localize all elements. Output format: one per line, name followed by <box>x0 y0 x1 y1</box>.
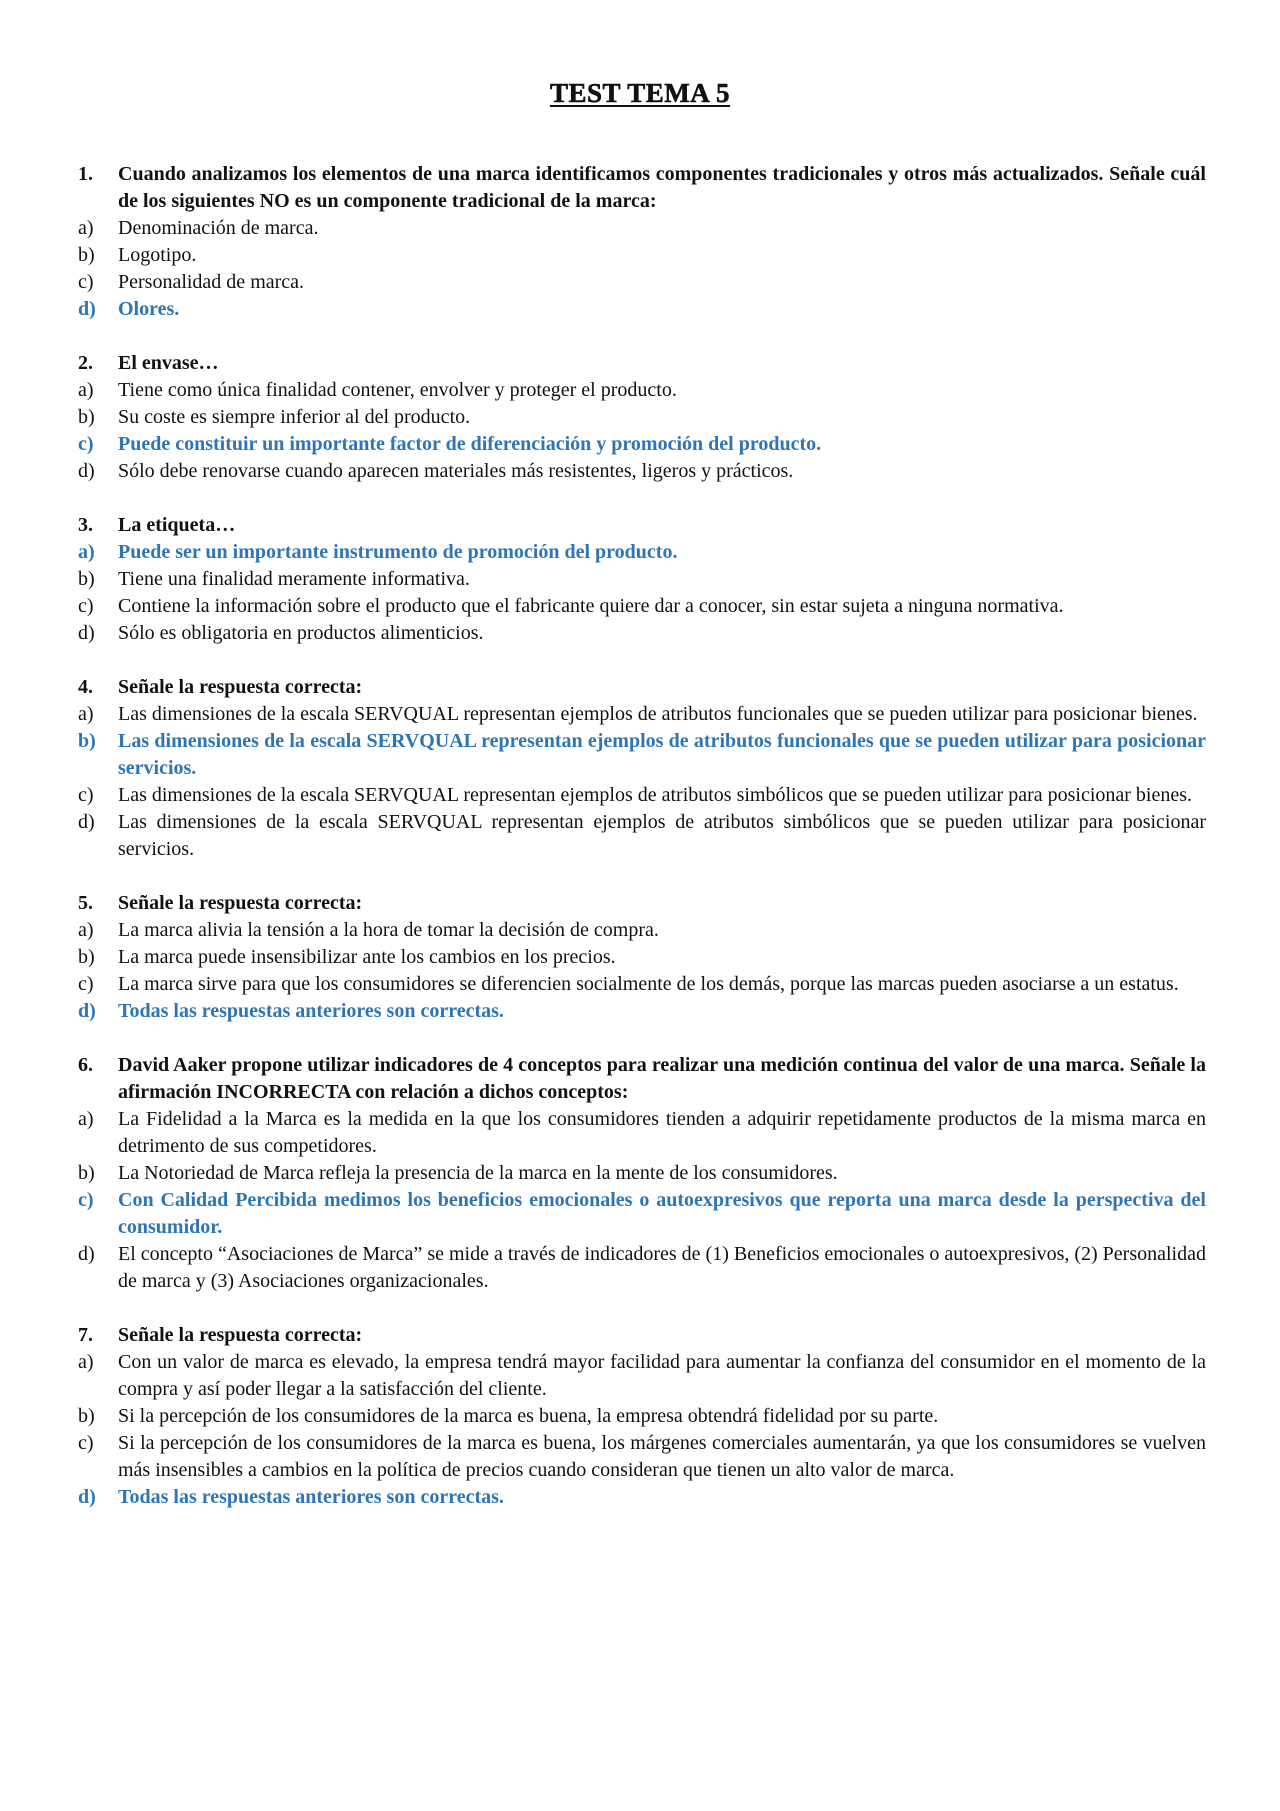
correct-answer-option <box>78 728 1206 782</box>
question-block <box>78 1052 1206 1295</box>
option-text: Su coste es siempre inferior al del producto. <box>118 406 471 428</box>
answer-option <box>78 620 1206 647</box>
question-list <box>78 161 1206 1538</box>
question-header <box>78 350 1206 377</box>
question-number: 1. <box>78 163 93 185</box>
question-header <box>78 161 1206 215</box>
option-letter: c) <box>78 1432 94 1454</box>
answer-option <box>78 1403 1206 1430</box>
option-letter: b) <box>78 1162 95 1184</box>
question-text: Señale la respuesta correcta: <box>118 1324 363 1346</box>
answer-option <box>78 1430 1206 1484</box>
option-letter: d) <box>78 1486 96 1508</box>
option-text: Con Calidad Percibida medimos los beneficios emocionales o autoexpresivos que reporta una marca desde la perspectiva del consumidor. <box>118 1189 1206 1238</box>
answer-option <box>78 944 1206 971</box>
option-letter: b) <box>78 946 95 968</box>
question-block <box>78 890 1206 1025</box>
question-header <box>78 1052 1206 1106</box>
option-text: Olores. <box>118 298 180 320</box>
option-text: Todas las respuestas anteriores son correctas. <box>118 1000 504 1022</box>
option-letter: d) <box>78 622 95 644</box>
option-letter: d) <box>78 460 95 482</box>
option-text: Si la percepción de los consumidores de la marca es buena, los márgenes comerciales aumentarán, ya que los consumidores se vuelven más insensibles a cambios en la política de precios cuando consideran que tienen un alto valor de marca. <box>118 1432 1206 1481</box>
question-text: El envase… <box>118 352 219 374</box>
page-title: TEST TEMA 5 <box>549 78 731 108</box>
option-letter: d) <box>78 811 95 833</box>
option-letter: a) <box>78 703 94 725</box>
option-letter: a) <box>78 379 94 401</box>
correct-answer-option <box>78 296 1206 323</box>
option-text: Las dimensiones de la escala SERVQUAL representan ejemplos de atributos funcionales que se pueden utilizar para posicionar bienes. <box>118 703 1198 725</box>
option-letter: d) <box>78 1243 95 1265</box>
question-number: 7. <box>78 1324 93 1346</box>
option-text: Todas las respuestas anteriores son correctas. <box>118 1486 504 1508</box>
correct-answer-option <box>78 1484 1206 1511</box>
question-header <box>78 674 1206 701</box>
question-block <box>78 1322 1206 1511</box>
question-block <box>78 161 1206 323</box>
option-text: Puede ser un importante instrumento de promoción del producto. <box>118 541 678 563</box>
answer-option <box>78 215 1206 242</box>
option-text: La marca sirve para que los consumidores se diferencien socialmente de los demás, porque las marcas pueden asociarse a un estatus. <box>118 973 1179 995</box>
option-letter: a) <box>78 1351 94 1373</box>
option-letter: a) <box>78 541 95 563</box>
option-text: Con un valor de marca es elevado, la empresa tendrá mayor facilidad para aumentar la confianza del consumidor en el momento de la compra y así poder llegar a la satisfacción del cliente. <box>118 1351 1206 1400</box>
option-letter: c) <box>78 595 94 617</box>
answer-option <box>78 566 1206 593</box>
option-letter: c) <box>78 433 94 455</box>
option-letter: a) <box>78 217 94 239</box>
option-text: La Fidelidad a la Marca es la medida en la que los consumidores tienden a adquirir repetidamente productos de la misma marca en detrimento de sus competidores. <box>118 1108 1206 1157</box>
question-block <box>78 674 1206 863</box>
option-letter: c) <box>78 271 94 293</box>
answer-option <box>78 782 1206 809</box>
question-number: 5. <box>78 892 93 914</box>
correct-answer-option <box>78 998 1206 1025</box>
correct-answer-option <box>78 431 1206 458</box>
question-text: Cuando analizamos los elementos de una marca identificamos componentes tradicionales y otros más actualizados. Señale cuál de los siguientes NO es un componente tradicional de la marca: <box>118 163 1206 212</box>
question-number: 3. <box>78 514 93 536</box>
option-letter: d) <box>78 298 96 320</box>
option-text: Personalidad de marca. <box>118 271 305 293</box>
correct-answer-option <box>78 1187 1206 1241</box>
option-text: La Notoriedad de Marca refleja la presencia de la marca en la mente de los consumidores. <box>118 1162 838 1184</box>
answer-option <box>78 458 1206 485</box>
option-text: Las dimensiones de la escala SERVQUAL representan ejemplos de atributos simbólicos que se pueden utilizar para posicionar servicios. <box>118 811 1206 860</box>
option-letter: b) <box>78 568 95 590</box>
question-block <box>78 512 1206 647</box>
answer-option <box>78 242 1206 269</box>
option-text: Las dimensiones de la escala SERVQUAL representan ejemplos de atributos simbólicos que se pueden utilizar para posicionar bienes. <box>118 784 1193 806</box>
answer-option <box>78 1241 1206 1295</box>
option-letter: b) <box>78 1405 95 1427</box>
question-text: David Aaker propone utilizar indicadores de 4 conceptos para realizar una medición continua del valor de una marca. Señale la afirmación INCORRECTA con relación a dichos conceptos: <box>118 1054 1206 1103</box>
question-header <box>78 512 1206 539</box>
option-text: Puede constituir un importante factor de diferenciación y promoción del producto. <box>118 433 822 455</box>
question-text: Señale la respuesta correcta: <box>118 676 363 698</box>
answer-option <box>78 917 1206 944</box>
option-text: Denominación de marca. <box>118 217 319 239</box>
question-block <box>78 350 1206 485</box>
option-letter: b) <box>78 406 95 428</box>
option-text: La marca puede insensibilizar ante los cambios en los precios. <box>118 946 616 968</box>
answer-option <box>78 377 1206 404</box>
question-header <box>78 1322 1206 1349</box>
option-text: Tiene una finalidad meramente informativa. <box>118 568 470 590</box>
option-text: Contiene la información sobre el producto que el fabricante quiere dar a conocer, sin estar sujeta a ninguna normativa. <box>118 595 1064 617</box>
option-text: Logotipo. <box>118 244 197 266</box>
option-letter: c) <box>78 973 94 995</box>
answer-option <box>78 701 1206 728</box>
option-letter: a) <box>78 919 94 941</box>
correct-answer-option <box>78 539 1206 566</box>
option-letter: b) <box>78 244 95 266</box>
option-letter: c) <box>78 784 94 806</box>
question-number: 4. <box>78 676 93 698</box>
option-letter: b) <box>78 730 96 752</box>
option-text: Sólo debe renovarse cuando aparecen materiales más resistentes, ligeros y prácticos. <box>118 460 794 482</box>
question-text: La etiqueta… <box>118 514 236 536</box>
question-number: 2. <box>78 352 93 374</box>
answer-option <box>78 1349 1206 1403</box>
option-letter: d) <box>78 1000 96 1022</box>
answer-option <box>78 1160 1206 1187</box>
option-letter: c) <box>78 1189 94 1211</box>
option-text: Las dimensiones de la escala SERVQUAL representan ejemplos de atributos funcionales que se pueden utilizar para posicionar servicios. <box>118 730 1206 779</box>
answer-option <box>78 404 1206 431</box>
option-text: Si la percepción de los consumidores de la marca es buena, la empresa obtendrá fidelidad por su parte. <box>118 1405 939 1427</box>
question-text: Señale la respuesta correcta: <box>118 892 363 914</box>
answer-option <box>78 809 1206 863</box>
question-number: 6. <box>78 1054 93 1076</box>
option-text: El concepto “Asociaciones de Marca” se mide a través de indicadores de (1) Beneficios emocionales o autoexpresivos, (2) Personalidad de marca y (3) Asociaciones organizacionales. <box>118 1243 1206 1292</box>
answer-option <box>78 971 1206 998</box>
question-header <box>78 890 1206 917</box>
answer-option <box>78 1106 1206 1160</box>
option-letter: a) <box>78 1108 94 1130</box>
option-text: Sólo es obligatoria en productos alimenticios. <box>118 622 484 644</box>
option-text: La marca alivia la tensión a la hora de tomar la decisión de compra. <box>118 919 659 941</box>
answer-option <box>78 269 1206 296</box>
answer-option <box>78 593 1206 620</box>
option-text: Tiene como única finalidad contener, envolver y proteger el producto. <box>118 379 677 401</box>
